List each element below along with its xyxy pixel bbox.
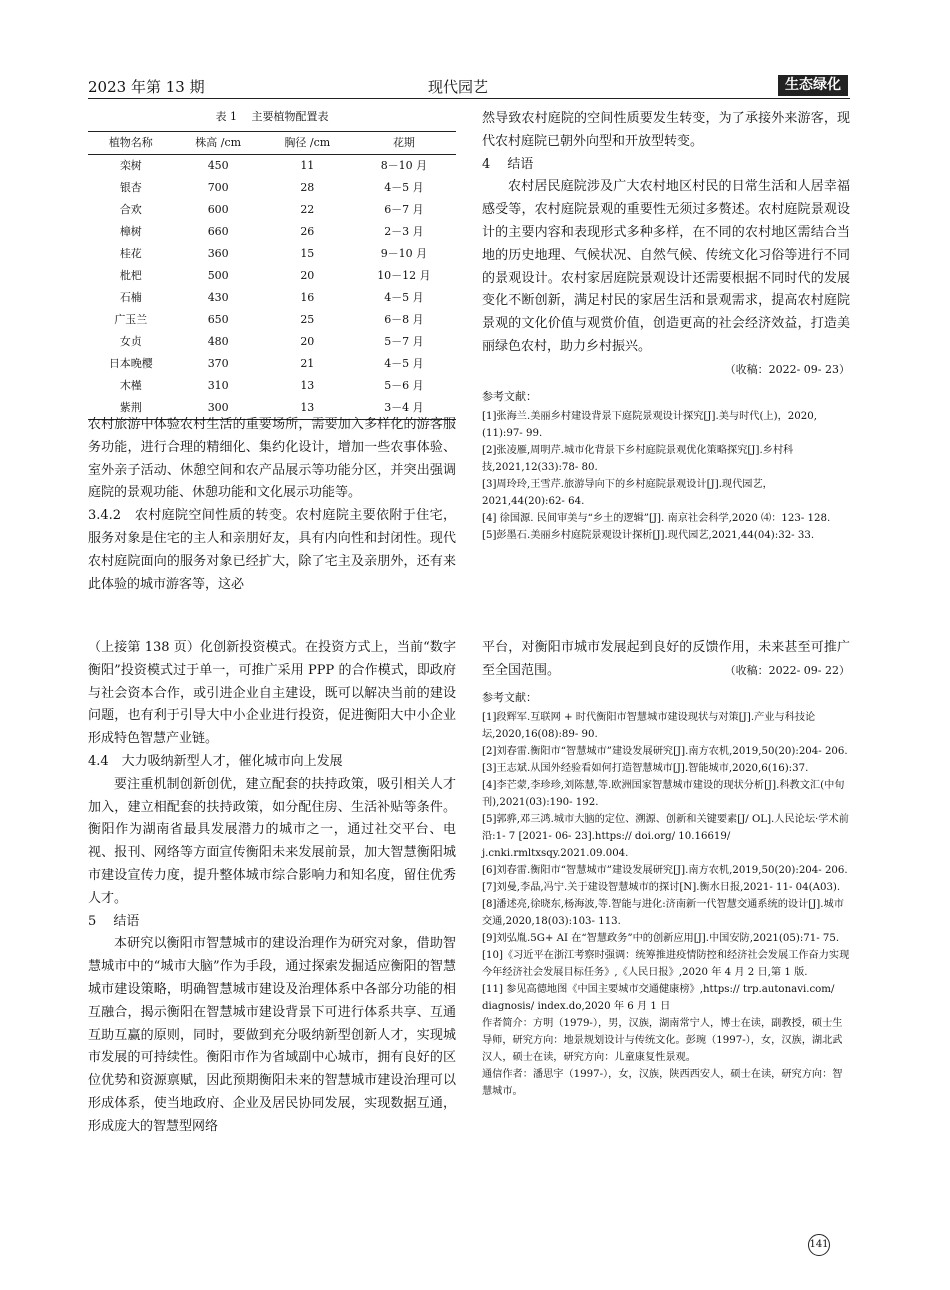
table-row	[88, 375, 456, 397]
bottom-left-column	[88, 637, 456, 1139]
table-body	[88, 155, 456, 420]
table-row	[88, 353, 456, 375]
table-row	[88, 287, 456, 309]
reference-item: [3]王志斌.从国外经验看如何打造智慧城市[J].智能城市,2020,6(16):37.	[482, 763, 809, 775]
reference-item: [6]刘春雷.衡阳市“智慧城市”建设发展研究[J].南方农机,2019,50(20):204- 206.	[482, 865, 848, 877]
table-cell: 660	[207, 225, 229, 238]
reference-item: [9]刘弘胤.5G+ AI 在“智慧政务”中的创新应用[J].中国安防,2021(05):71- 75.	[482, 933, 840, 945]
section-heading-conclusion: 5 结语	[88, 913, 140, 929]
col-header-height: 株高 /cm	[195, 136, 242, 149]
table-cell: 300	[207, 401, 229, 414]
references-list	[482, 408, 850, 544]
table-cell: 9－10 月	[380, 247, 428, 260]
table-cell: 600	[207, 203, 229, 216]
table-cell: 430	[207, 291, 229, 304]
table-cell: 合欢	[119, 203, 142, 216]
reference-item: [1]段辉军.互联网 + 时代衡阳市智慧城市建设现状与对策[J].产业与科技论坛,2020,16(08):89- 90.	[482, 712, 816, 741]
table-cell: 石楠	[119, 291, 142, 304]
table-cell: 20	[300, 335, 315, 348]
journal-title: 现代园艺	[428, 78, 489, 96]
table-header-row	[88, 132, 456, 155]
table-cell: 450	[207, 159, 229, 172]
table-cell: 樟树	[119, 225, 142, 238]
table-cell: 13	[300, 401, 315, 414]
author-bio: 作者简介：方明（1979-），男，汉族，湖南常宁人，博士在读，副教授，硕士生导师，研究方向：地景规划设计与传统文化。彭琬（1997-），女，汉族，湖北武汉人，硕士在读，研究方向：儿童康复性景观。	[482, 1018, 843, 1064]
table-row	[88, 177, 456, 199]
body-paragraph: 农村旅游中体验农村生活的重要场所，需要加入多样化的游客服务功能，进行合理的精细化、集约化设计，增加一些农事体验、室外亲子活动、休憩空间和农产品展示等功能分区，并突出强调庭院的景观功能、休憩功能和文化展示功能等。	[88, 417, 456, 501]
reference-item: [5]郭骅,邓三鸿.城市大脑的定位、溯源、创新和关键要素[J/ OL].人民论坛·学术前沿:1- 7 [2021- 06- 23].https:// doi.org/ 10.16619/ j.cnki.rmltxsqy.2021.09.004.	[482, 814, 849, 860]
article-divider	[88, 629, 850, 635]
reference-item: [8]潘述亮,徐晓东,杨海波,等.智能与进化:济南新一代智慧交通系统的设计[J].城市交通,2020,18(03):103- 113.	[482, 899, 844, 928]
table-cell: 13	[300, 379, 315, 392]
table-cell: 500	[207, 269, 229, 282]
table-row	[88, 265, 456, 287]
corresponding-author: 通信作者：潘思宇（1997-），女，汉族，陕西西安人，硕士在读，研究方向：智慧城市。	[482, 1069, 843, 1098]
table-cell: 15	[300, 247, 315, 260]
table-cell: 10－12 月	[377, 269, 431, 282]
reference-item: [5]彭墨石.美丽乡村庭院景观设计探析[J].现代园艺,2021,44(04):32- 33.	[482, 530, 815, 542]
reference-item: [3]周玲玲,王雪芹.旅游导向下的乡村庭院景观设计[J].现代园艺，2021,44(20):62- 64.	[482, 479, 773, 508]
table-cell: 25	[300, 313, 315, 326]
conclusion-paragraph: 本研究以衡阳市智慧城市的建设治理作为研究对象，借助智慧城市中的“城市大脑”作为手段，通过探索发掘适应衡阳的智慧城市建设策略，明确智慧城市建设及治理体系中各部分功能的相互融合，揭示衡阳在智慧城市建设背景下可进行体系共享、互通互助互赢的原则，同时，要做到充分吸纳新型创新人才，实现城市发展的可持续性。衡阳市作为省域副中心城市，拥有良好的区位优势和资源禀赋，因此预期衡阳未来的智慧城市建设治理可以形成体系，使当地政府、企业及居民协同发展，实现数据互通，形成庞大的智慧型网络	[88, 936, 456, 1134]
table-cell: 4－5 月	[384, 357, 424, 370]
table-cell: 女贞	[119, 335, 142, 348]
body-paragraph: 平台，对衡阳市城市发展起到良好的反馈作用，未来甚至可推广至全国范围。	[482, 640, 850, 678]
col-header-flowering: 花期	[392, 136, 415, 149]
table-cell: 700	[207, 181, 229, 194]
table-cell: 3－4 月	[384, 401, 424, 414]
table-cell: 650	[207, 313, 229, 326]
col-header-dbh: 胸径 /cm	[284, 136, 331, 149]
table-cell: 广玉兰	[114, 313, 148, 326]
conclusion-paragraph: 农村居民庭院涉及广大农村地区村民的日常生活和人居幸福感受等，农村庭院景观的重要性无须过多赘述。农村庭院景观设计的主要内容和表现形式多种多样，在不同的农村地区需结合当地的历史地理、气候状况、自然气候、传统文化习俗等进行不同的景观设计。农村家居庭院景观设计还需要根据不同时代的发展变化不断创新，满足村民的家居生活和景观需求，提高农村庭院景观的文化价值与观赏价值，创造更高的社会经济效益，打造美丽绿色农村，助力乡村振兴。	[482, 179, 850, 354]
section-heading-conclusion: 4 结语	[482, 156, 534, 172]
table-cell: 360	[207, 247, 229, 260]
reference-item: [7]刘曼,李晶,冯宁.关于建设智慧城市的探讨[N].衡水日报,2021- 11- 04(A03).	[482, 882, 841, 894]
table-row	[88, 309, 456, 331]
table-cell: 22	[300, 203, 315, 216]
table-cell: 26	[300, 225, 315, 238]
body-paragraph: 要注重机制创新创优，建立配套的扶持政策，吸引相关人才加入，建立相配套的扶持政策，如分配住房、生活补贴等条件。衡阳作为湖南省最具发展潜力的城市之一，通过社交平台、电视、报刊、网络等方面宣传衡阳未来发展前景，加大智慧衡阳城市建设宣传力度，提升整体城市综合影响力和知名度，留住优秀人才。	[88, 776, 456, 906]
table-row	[88, 199, 456, 221]
table-cell: 21	[300, 357, 315, 370]
references-list	[482, 709, 850, 1015]
table-cell: 4－5 月	[384, 181, 424, 194]
table-row	[88, 331, 456, 353]
table-cell: 银杏	[119, 181, 142, 194]
continued-paragraph: （上接第 138 页）化创新投资模式。在投资方式上，当前“数字衡阳”投资模式过于单一，可推广采用 PPP 的合作模式，即政府与社会资本合作，或引进企业自主建设，既可以解决当前的建设问题，也有利于引导大中小企业进行投资，促进衡阳大中小企业形成特色智慧产业链。	[88, 640, 456, 747]
table-cell: 2－3 月	[384, 225, 424, 238]
table-cell: 11	[300, 159, 315, 172]
table-cell: 日本晚樱	[108, 357, 153, 370]
table-cell: 桂花	[119, 247, 142, 260]
table-cell: 5－7 月	[384, 335, 424, 348]
top-left-column	[88, 414, 456, 596]
section-heading-4-4: 4.4 大力吸纳新型人才，催化城市向上发展	[88, 753, 343, 769]
top-right-column	[482, 108, 850, 544]
reference-item: [10]《习近平在浙江考察时强调：统筹推进疫情防控和经济社会发展工作奋力实现今年经济社会发展目标任务》,《人民日报》,2020 年 4 月 2 日,第 1 版.	[482, 950, 850, 979]
references-label: 参考文献：	[482, 389, 537, 403]
received-date: （收稿：2022- 09- 22）	[724, 663, 850, 677]
table-cell: 紫荆	[119, 401, 142, 414]
reference-item: [11] 参见高德地图《中国主要城市交通健康榜》,https:// trp.autonavi.com/ diagnosis/ index.do,2020 年 6 月 1 日	[482, 984, 835, 1013]
issue-label: 2023 年第 13 期	[88, 78, 205, 96]
section-badge: 生态绿化	[778, 75, 848, 96]
table-cell: 6－7 月	[384, 203, 424, 216]
table-cell: 310	[207, 379, 229, 392]
table-cell: 木槿	[119, 379, 142, 392]
bottom-right-column	[482, 637, 850, 1100]
header-rule	[88, 98, 850, 99]
table-row	[88, 243, 456, 265]
table-cell: 28	[300, 181, 315, 194]
table-cell: 栾树	[119, 159, 142, 172]
plant-table	[88, 131, 456, 420]
table-cell: 6－8 月	[384, 313, 424, 326]
table-cell: 370	[207, 357, 229, 370]
reference-item: [2]张凌雁,周明芹.城市化背景下乡村庭院景观优化策略探究[J].乡村科技,2021,12(33):78- 80.	[482, 445, 794, 474]
table-title: 表 1 主要植物配置表	[215, 110, 329, 123]
reference-item: [1]张海兰.美丽乡村建设背景下庭院景观设计探究[J].美与时代(上)，2020,(11):97- 99.	[482, 411, 817, 440]
table-cell: 16	[300, 291, 315, 304]
table-cell: 20	[300, 269, 315, 282]
page-number: 141	[808, 1234, 830, 1256]
body-paragraph: 然导致农村庭院的空间性质要发生转变，为了承接外来游客，现代农村庭院已朝外向型和开放型转变。	[482, 111, 850, 149]
col-header-name: 植物名称	[108, 136, 153, 149]
received-date: （收稿：2022- 09- 23）	[724, 362, 850, 376]
reference-item: [4] 徐国源. 民间审美与“乡土的逻辑”[J]. 南京社会科学,2020 ⑷：123- 128.	[482, 513, 831, 525]
reference-item: [2]刘春雷.衡阳市“智慧城市”建设发展研究[J].南方农机,2019,50(20):204- 206.	[482, 746, 848, 758]
table-row	[88, 155, 456, 178]
table-cell: 5－6 月	[384, 379, 424, 392]
table-row	[88, 221, 456, 243]
table-cell: 枇杷	[119, 269, 142, 282]
reference-item: [4]李芒蒙,李珍珍,刘陈慧,等.欧洲国家智慧城市建设的现状分析[J].科教文汇(中旬刊),2021(03):190- 192.	[482, 780, 845, 809]
references-label: 参考文献：	[482, 690, 537, 704]
section-paragraph-3-4-2: 3.4.2 农村庭院空间性质的转变。农村庭院主要依附于住宅，服务对象是住宅的主人和亲朋好友，具有内向性和封闭性。现代农村庭院面向的服务对象已经扩大，除了宅主及亲朋外，还有来此体验的城市游客等，这必	[88, 508, 456, 592]
table-cell: 8－10 月	[380, 159, 428, 172]
table-cell: 480	[207, 335, 229, 348]
table-cell: 4－5 月	[384, 291, 424, 304]
